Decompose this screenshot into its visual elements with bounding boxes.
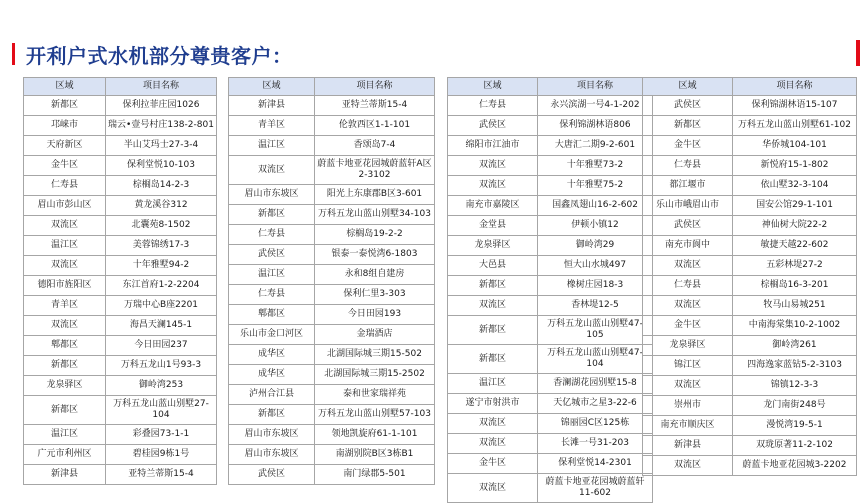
table-row: [643, 156, 857, 176]
project-cell: 万科五龙山蓝山别墅47-105: [538, 316, 653, 345]
district-cell: 仁寿县: [448, 96, 538, 116]
project-cell: 中南海棠集10-2-1002: [733, 316, 857, 336]
page-title: 开利户式水机部分尊贵客户：: [26, 44, 293, 68]
table-row: [229, 285, 435, 305]
project-cell: 伦敦西区1-1-101: [315, 116, 435, 136]
project-cell: 万科五龙山蓝山别墅57-103: [315, 405, 435, 425]
district-cell: 崇州市: [643, 396, 733, 416]
table-row: [643, 316, 857, 336]
project-cell: 神仙树大院22-2: [733, 216, 857, 236]
table-row: [24, 96, 217, 116]
table-row: [229, 385, 435, 405]
table-row: [24, 296, 217, 316]
district-cell: 眉山市东坡区: [229, 445, 315, 465]
table-row: [643, 116, 857, 136]
project-header: 项目名称: [106, 78, 217, 96]
district-cell: 乐山市金口河区: [229, 325, 315, 345]
project-cell: 万瑞中心B座2201: [106, 296, 217, 316]
project-cell: 十年雅墅94-2: [106, 256, 217, 276]
table-row: [24, 156, 217, 176]
project-cell: 蔚蓝卡地亚花园城3-2202: [733, 456, 857, 476]
table-row: [24, 376, 217, 396]
project-cell: 棕榈岛14-2-3: [106, 176, 217, 196]
table-row: [24, 316, 217, 336]
table-row: [643, 216, 857, 236]
project-cell: 保利堂悦14-2301: [538, 454, 653, 474]
project-cell: 万科五龙山蓝山别墅47-104: [538, 345, 653, 374]
project-cell: 阳光上东康郡B区3-601: [315, 185, 435, 205]
table-row: [24, 256, 217, 276]
district-cell: 都江堰市: [643, 176, 733, 196]
project-cell: 御岭湾29: [538, 236, 653, 256]
district-header: 区域: [448, 78, 538, 96]
table-row: [229, 265, 435, 285]
project-cell: 领地凯旋府61-1-101: [315, 425, 435, 445]
district-cell: 新津县: [643, 436, 733, 456]
district-cell: 仁寿县: [643, 156, 733, 176]
district-cell: 仁寿县: [643, 276, 733, 296]
project-cell: 恒大山水城497: [538, 256, 653, 276]
district-cell: 仁寿县: [24, 176, 106, 196]
district-cell: 温江区: [24, 236, 106, 256]
project-cell: 保利堂悦10-103: [106, 156, 217, 176]
project-header: 项目名称: [315, 78, 435, 96]
table-row: [24, 445, 217, 465]
district-cell: 武侯区: [643, 96, 733, 116]
table-row: [24, 465, 217, 485]
table-row: [448, 216, 653, 236]
table-row: [643, 396, 857, 416]
district-cell: 双流区: [643, 296, 733, 316]
project-cell: 棕榈岛16-3-201: [733, 276, 857, 296]
project-cell: 北囊苑8-1502: [106, 216, 217, 236]
project-cell: 大唐汇二期9-2-601: [538, 136, 653, 156]
table-row: [24, 425, 217, 445]
district-cell: 金牛区: [643, 316, 733, 336]
district-cell: 武侯区: [643, 216, 733, 236]
table-row: [643, 336, 857, 356]
table-row: [643, 256, 857, 276]
district-cell: 新津县: [229, 96, 315, 116]
district-cell: 双流区: [448, 414, 538, 434]
project-cell: 龙门南街248号: [733, 396, 857, 416]
project-cell: 亚特兰蒂斯15-4: [106, 465, 217, 485]
district-cell: 青羊区: [229, 116, 315, 136]
project-header: 项目名称: [538, 78, 653, 96]
project-cell: 永兴滨湖一号4-1-202: [538, 96, 653, 116]
project-cell: 海昌天澜145-1: [106, 316, 217, 336]
project-cell: 锦丽园C区125栋: [538, 414, 653, 434]
table-row: [643, 96, 857, 116]
district-cell: 邛崃市: [24, 116, 106, 136]
project-cell: 棕榈岛19-2-2: [315, 225, 435, 245]
district-cell: 温江区: [229, 136, 315, 156]
district-cell: 金牛区: [24, 156, 106, 176]
table-row: [24, 116, 217, 136]
table-row: [643, 276, 857, 296]
project-cell: 今日田园193: [315, 305, 435, 325]
table-row: [448, 236, 653, 256]
project-cell: 华侨城104-101: [733, 136, 857, 156]
district-cell: 新都区: [229, 205, 315, 225]
table-row: [448, 434, 653, 454]
project-cell: 长滩一号31-203: [538, 434, 653, 454]
project-cell: 万科五龙山蓝山别墅34-103: [315, 205, 435, 225]
district-cell: 武侯区: [229, 465, 315, 485]
project-cell: 十年雅墅73-2: [538, 156, 653, 176]
project-cell: 永和8组自建房: [315, 265, 435, 285]
district-cell: 双流区: [448, 156, 538, 176]
district-header: 区域: [229, 78, 315, 96]
project-cell: 保利锦湖林语806: [538, 116, 653, 136]
district-cell: 南充市顺庆区: [643, 416, 733, 436]
project-cell: 国安公馆29-1-101: [733, 196, 857, 216]
table-row: [448, 136, 653, 156]
customer-table-1: [23, 77, 217, 485]
table-row: [448, 256, 653, 276]
project-cell: 南门绿郡5-501: [315, 465, 435, 485]
project-cell: 四海逸家蓝钻5-2-3103: [733, 356, 857, 376]
table-row: [448, 316, 653, 345]
district-cell: 锦江区: [643, 356, 733, 376]
table-row: [643, 296, 857, 316]
table-row: [448, 156, 653, 176]
district-cell: 遂宁市射洪市: [448, 394, 538, 414]
project-cell: 保利拉菲庄园1026: [106, 96, 217, 116]
table-row: [229, 405, 435, 425]
district-cell: 金牛区: [448, 454, 538, 474]
district-cell: 眉山市东坡区: [229, 185, 315, 205]
district-cell: 新都区: [448, 276, 538, 296]
table-header-row: [229, 78, 435, 96]
table-row: [229, 465, 435, 485]
project-cell: 银泰一泰悦湾6-1803: [315, 245, 435, 265]
project-cell: 南湖别院B区3栋B1: [315, 445, 435, 465]
table-header-row: [24, 78, 217, 96]
district-cell: 新津县: [24, 465, 106, 485]
table-row: [229, 365, 435, 385]
district-cell: 新都区: [24, 396, 106, 425]
table-row: [643, 456, 857, 476]
district-cell: 绵阳市江油市: [448, 136, 538, 156]
district-cell: 德阳市旌阳区: [24, 276, 106, 296]
district-cell: 眉山市彭山区: [24, 196, 106, 216]
table-row: [448, 196, 653, 216]
table-row: [24, 276, 217, 296]
project-cell: 彩叠园73-1-1: [106, 425, 217, 445]
project-cell: 牧马山易城251: [733, 296, 857, 316]
district-cell: 金牛区: [643, 136, 733, 156]
district-cell: 天府新区: [24, 136, 106, 156]
table-row: [643, 356, 857, 376]
table-row: [229, 325, 435, 345]
district-cell: 仁寿县: [229, 225, 315, 245]
project-cell: 东江首府1-2-2204: [106, 276, 217, 296]
table-row: [229, 96, 435, 116]
project-cell: 今日田园237: [106, 336, 217, 356]
table-row: [24, 336, 217, 356]
table-row: [229, 425, 435, 445]
table-row: [643, 176, 857, 196]
project-cell: 金瑞酒店: [315, 325, 435, 345]
project-cell: 万科五龙山蓝山别墅61-102: [733, 116, 857, 136]
project-cell: 御岭湾253: [106, 376, 217, 396]
district-cell: 新都区: [643, 116, 733, 136]
table-row: [229, 345, 435, 365]
project-cell: 万科五龙山1号93-3: [106, 356, 217, 376]
project-cell: 香林堤12-5: [538, 296, 653, 316]
project-cell: 保利仁里3-303: [315, 285, 435, 305]
district-cell: 双流区: [229, 156, 315, 185]
project-cell: 香颂岛7-4: [315, 136, 435, 156]
table-row: [24, 216, 217, 236]
district-cell: 双流区: [24, 256, 106, 276]
project-cell: 双珑原著11-2-102: [733, 436, 857, 456]
district-cell: 乐山市峨眉山市: [643, 196, 733, 216]
project-cell: 十年雅墅75-2: [538, 176, 653, 196]
table-row: [643, 376, 857, 396]
district-cell: 双流区: [643, 256, 733, 276]
table-row: [643, 236, 857, 256]
table-row: [24, 196, 217, 216]
table-row: [229, 156, 435, 185]
project-cell: 锦镇12-3-3: [733, 376, 857, 396]
project-cell: 泰和世家瑞祥苑: [315, 385, 435, 405]
table-row: [229, 305, 435, 325]
project-cell: 敏捷天越22-602: [733, 236, 857, 256]
project-cell: 瑞云•壹号村庄138-2-801: [106, 116, 217, 136]
district-cell: 双流区: [448, 434, 538, 454]
district-cell: 新都区: [229, 405, 315, 425]
table-row: [448, 394, 653, 414]
district-cell: 温江区: [24, 425, 106, 445]
edge-accent-bar: [856, 40, 860, 66]
district-header: 区域: [24, 78, 106, 96]
table-row: [448, 96, 653, 116]
district-cell: 南充市阆中: [643, 236, 733, 256]
table-header-row: [643, 78, 857, 96]
district-cell: 武侯区: [229, 245, 315, 265]
table-row: [229, 225, 435, 245]
table-row: [643, 196, 857, 216]
project-cell: 北湖国际城三期15-502: [315, 345, 435, 365]
project-cell: 伊顿小镇12: [538, 216, 653, 236]
district-cell: 武侯区: [448, 116, 538, 136]
project-cell: 橡树庄园18-3: [538, 276, 653, 296]
project-cell: 黄龙溪谷312: [106, 196, 217, 216]
table-row: [229, 205, 435, 225]
district-cell: 双流区: [448, 176, 538, 196]
project-header: 项目名称: [733, 78, 857, 96]
district-cell: 金堂县: [448, 216, 538, 236]
table-row: [229, 245, 435, 265]
project-cell: 碧桂园9栋1号: [106, 445, 217, 465]
district-cell: 双流区: [24, 216, 106, 236]
project-cell: 保利锦湖林语15-107: [733, 96, 857, 116]
table-row: [229, 185, 435, 205]
project-cell: 亚特兰蒂斯15-4: [315, 96, 435, 116]
project-cell: 北湖国际城三期15-2502: [315, 365, 435, 385]
project-cell: 国鑫凤翅山16-2-602: [538, 196, 653, 216]
table-row: [448, 454, 653, 474]
district-cell: 双流区: [448, 474, 538, 503]
table-row: [24, 396, 217, 425]
district-cell: 眉山市东坡区: [229, 425, 315, 445]
table-row: [229, 136, 435, 156]
table-row: [448, 345, 653, 374]
district-cell: 新都区: [448, 345, 538, 374]
district-cell: 仁寿县: [229, 285, 315, 305]
district-cell: 成华区: [229, 345, 315, 365]
table-row: [24, 136, 217, 156]
district-cell: 双流区: [24, 316, 106, 336]
table-row: [229, 445, 435, 465]
project-cell: 漫悦湾19-5-1: [733, 416, 857, 436]
district-cell: 郫都区: [24, 336, 106, 356]
district-cell: 广元市利州区: [24, 445, 106, 465]
project-cell: 蔚蓝卡地亚花园城蔚蓝轩11-602: [538, 474, 653, 503]
customer-table-3: [447, 77, 653, 503]
table-row: [643, 436, 857, 456]
district-cell: 双流区: [643, 376, 733, 396]
table-row: [229, 116, 435, 136]
district-cell: 成华区: [229, 365, 315, 385]
table-row: [643, 416, 857, 436]
district-cell: 龙泉驿区: [643, 336, 733, 356]
project-cell: 半山艾玛士27-3-4: [106, 136, 217, 156]
project-cell: 依山墅32-3-104: [733, 176, 857, 196]
district-cell: 龙泉驿区: [448, 236, 538, 256]
project-cell: 万科五龙山蓝山别墅27-104: [106, 396, 217, 425]
district-cell: 双流区: [448, 296, 538, 316]
table-row: [448, 276, 653, 296]
district-cell: 新都区: [24, 356, 106, 376]
customer-table-4: [642, 77, 857, 476]
district-header: 区域: [643, 78, 733, 96]
table-row: [24, 236, 217, 256]
table-row: [448, 116, 653, 136]
district-cell: 郫都区: [229, 305, 315, 325]
table-row: [448, 296, 653, 316]
table-row: [643, 136, 857, 156]
district-cell: 新都区: [24, 96, 106, 116]
project-cell: 美蓉锦绣17-3: [106, 236, 217, 256]
title-accent-bar: [12, 43, 15, 65]
project-cell: 香澜湖花园别墅15-8: [538, 374, 653, 394]
customer-table-2: [228, 77, 435, 485]
table-row: [448, 414, 653, 434]
project-cell: 蔚蓝卡地亚花园城蔚蓝轩A区2-3102: [315, 156, 435, 185]
table-row: [24, 356, 217, 376]
district-cell: 双流区: [643, 456, 733, 476]
project-cell: 御岭湾261: [733, 336, 857, 356]
table-row: [24, 176, 217, 196]
table-row: [448, 176, 653, 196]
district-cell: 泸州合江县: [229, 385, 315, 405]
district-cell: 温江区: [229, 265, 315, 285]
table-row: [448, 474, 653, 503]
table-header-row: [448, 78, 653, 96]
district-cell: 南充市嘉陵区: [448, 196, 538, 216]
district-cell: 大邑县: [448, 256, 538, 276]
table-row: [448, 374, 653, 394]
project-cell: 新悦府15-1-802: [733, 156, 857, 176]
project-cell: 天亿城市之星3-22-6: [538, 394, 653, 414]
district-cell: 新都区: [448, 316, 538, 345]
district-cell: 温江区: [448, 374, 538, 394]
district-cell: 青羊区: [24, 296, 106, 316]
district-cell: 龙泉驿区: [24, 376, 106, 396]
project-cell: 五彩林堤27-2: [733, 256, 857, 276]
